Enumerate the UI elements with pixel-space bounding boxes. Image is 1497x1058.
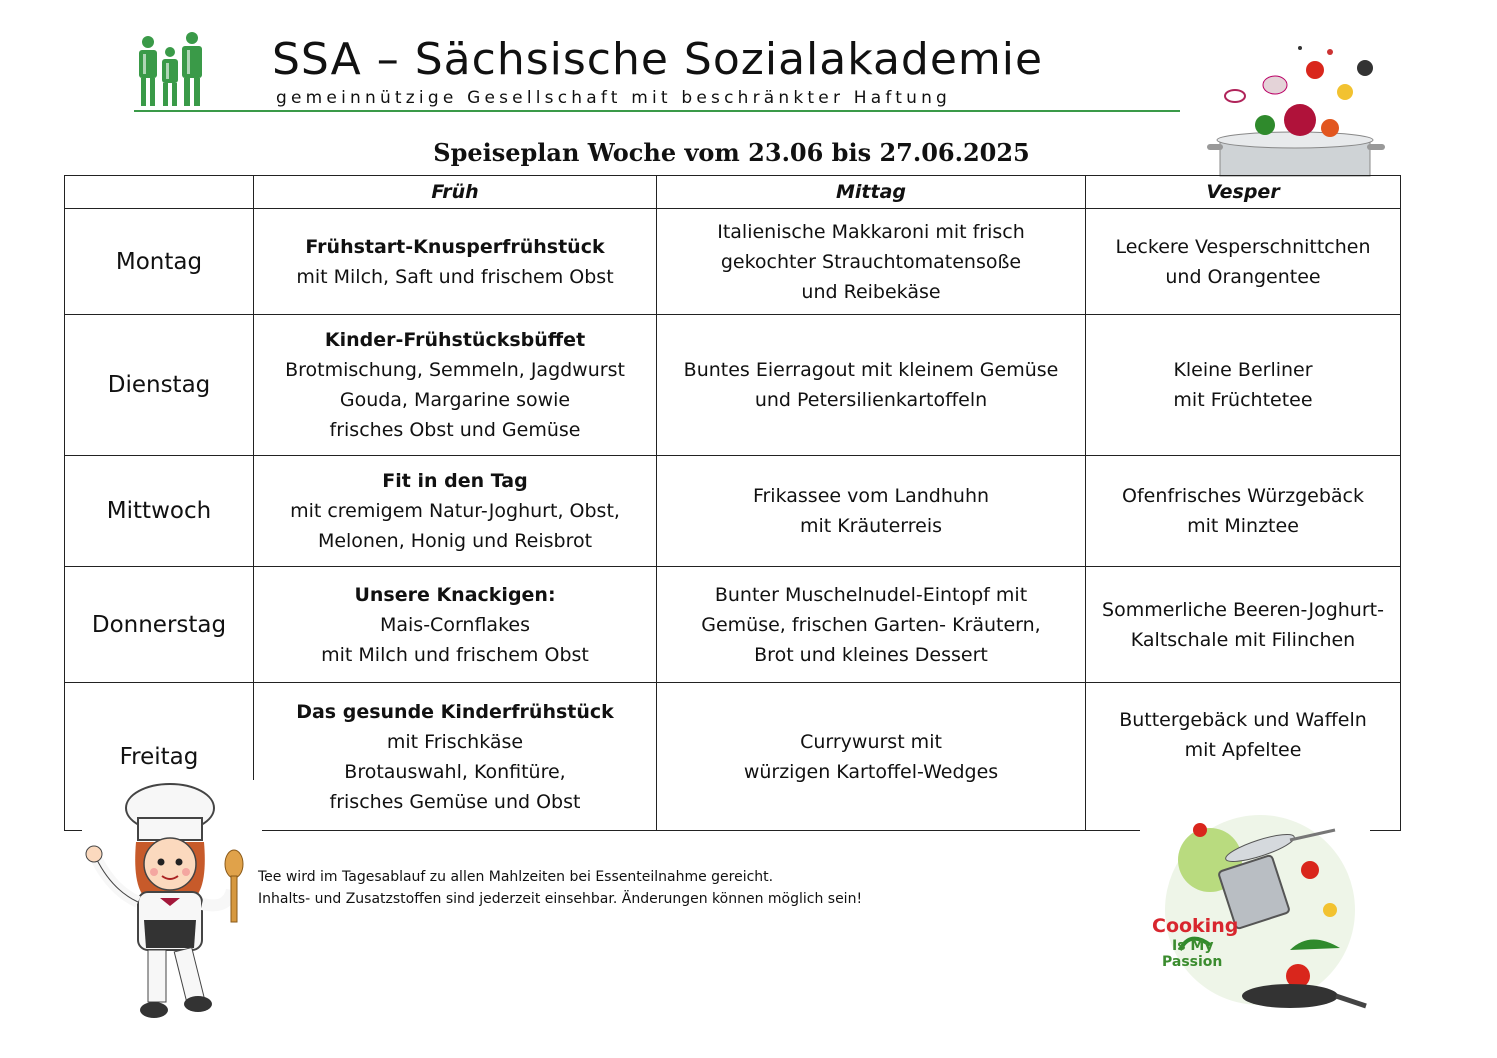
- frueh-cell: [254, 683, 657, 831]
- mittag-line: Gemüse, frischen Garten- Kräutern,: [701, 613, 1041, 636]
- table-row-montag: [65, 209, 1401, 315]
- day-cell: Freitag: [65, 683, 254, 831]
- cooking-passion-icon: [1140, 800, 1370, 1030]
- organization-title: SSA – Sächsische Sozialakademie: [272, 34, 1044, 85]
- mittag-line: Bunter Muschelnudel-Eintopf mit: [714, 583, 1028, 606]
- frueh-cell: [254, 315, 657, 456]
- vesper-cell: [1086, 209, 1401, 315]
- day-cell: Dienstag: [65, 315, 254, 456]
- column-header-day: [65, 176, 254, 209]
- mittag-line: und Reibekäse: [801, 280, 941, 303]
- vesper-line: mit Minztee: [1187, 515, 1299, 537]
- header-divider: [134, 110, 1180, 112]
- mittag-cell: [657, 456, 1086, 567]
- mittag-line: Frikassee vom Landhuhn: [752, 485, 990, 507]
- day-cell: Montag: [65, 209, 254, 315]
- frueh-line: Brotauswahl, Konfitüre,: [344, 760, 566, 783]
- vesper-line: Sommerliche Beeren-Joghurt-: [1102, 598, 1384, 621]
- mittag-line: mit Kräuterreis: [799, 515, 943, 537]
- mittag-line: gekochter Strauchtomatensoße: [720, 250, 1022, 273]
- cook-text-line: Is My: [1172, 938, 1214, 954]
- frueh-line: mit Milch und frischem Obst: [321, 643, 589, 666]
- frueh-dish-title: Frühstart-Knusperfrühstück: [305, 235, 605, 258]
- column-header-frueh: Früh: [254, 176, 657, 209]
- note-line: Tee wird im Tagesablauf zu allen Mahlzeiten bei Essenteilnahme gereicht.: [258, 869, 774, 885]
- weekly-menu-table: [64, 175, 1401, 831]
- frueh-line: Mais-Cornflakes: [379, 613, 530, 636]
- vesper-line: Kaltschale mit Filinchen: [1130, 628, 1356, 651]
- mittag-line: und Petersilienkartoffeln: [754, 389, 988, 411]
- mittag-cell: [657, 209, 1086, 315]
- frueh-dish-title: Das gesunde Kinderfrühstück: [296, 700, 614, 723]
- mittag-line: würzigen Kartoffel-Wedges: [743, 760, 999, 783]
- frueh-dish-title: Fit in den Tag: [382, 470, 528, 492]
- chef-girl-icon: [82, 780, 262, 1030]
- frueh-line: Brotmischung, Semmeln, Jagdwurst: [285, 359, 625, 381]
- mittag-line: Brot und kleines Dessert: [754, 643, 988, 666]
- vesper-cell: [1086, 315, 1401, 456]
- table-row-dienstag: [65, 315, 1401, 456]
- frueh-line: frisches Obst und Gemüse: [329, 419, 581, 441]
- mittag-cell: [657, 567, 1086, 683]
- table-header-row: [65, 176, 1401, 209]
- vesper-line: Ofenfrisches Würzgebäck: [1121, 485, 1364, 507]
- frueh-cell: [254, 209, 657, 315]
- frueh-cell: [254, 456, 657, 567]
- cook-text-line: Passion: [1162, 954, 1223, 970]
- mittag-cell: [657, 683, 1086, 831]
- mittag-cell: [657, 315, 1086, 456]
- column-header-vesper: Vesper: [1086, 176, 1401, 209]
- frueh-line: mit Frischkäse: [386, 730, 524, 753]
- frueh-cell: [254, 567, 657, 683]
- cook-text-line: Cooking: [1152, 915, 1239, 937]
- vesper-cell: [1086, 567, 1401, 683]
- frueh-line: mit cremigem Natur-Joghurt, Obst,: [290, 500, 620, 522]
- menu-notes: [258, 866, 862, 910]
- mittag-line: Currywurst mit: [800, 730, 942, 753]
- column-header-mittag: Mittag: [657, 176, 1086, 209]
- mittag-line: Italienische Makkaroni mit frisch: [717, 220, 1025, 243]
- vesper-line: und Orangentee: [1165, 265, 1321, 288]
- table-row-mittwoch: [65, 456, 1401, 567]
- vesper-line: Kleine Berliner: [1173, 359, 1313, 381]
- ssa-logo-icon: [134, 30, 214, 110]
- frueh-line: Gouda, Margarine sowie: [339, 389, 571, 411]
- note-line: Inhalts- und Zusatzstoffen sind jederzeit einsehbar. Änderungen können möglich sein!: [258, 891, 863, 907]
- frueh-dish-title: Unsere Knackigen:: [354, 583, 556, 606]
- vesper-cell: [1086, 456, 1401, 567]
- day-cell: Donnerstag: [65, 567, 254, 683]
- vesper-line: mit Apfeltee: [1184, 739, 1302, 761]
- vesper-line: Buttergebäck und Waffeln: [1119, 709, 1367, 731]
- vesper-line: mit Früchtetee: [1173, 389, 1313, 411]
- frueh-line: Melonen, Honig und Reisbrot: [317, 530, 593, 552]
- vesper-line: Leckere Vesperschnittchen: [1115, 235, 1371, 258]
- organization-subtitle: gemeinnützige Gesellschaft mit beschränkter Haftung: [276, 88, 952, 108]
- frueh-line: frisches Gemüse und Obst: [329, 790, 581, 813]
- frueh-dish-title: Kinder-Frühstücksbüffet: [324, 329, 586, 351]
- frueh-line: mit Milch, Saft und frischem Obst: [296, 265, 614, 288]
- day-cell: Mittwoch: [65, 456, 254, 567]
- table-row-donnerstag: [65, 567, 1401, 683]
- menu-plan-title: Speiseplan Woche vom 23.06 bis 27.06.2025: [433, 138, 1030, 167]
- mittag-line: Buntes Eierragout mit kleinem Gemüse: [683, 359, 1059, 381]
